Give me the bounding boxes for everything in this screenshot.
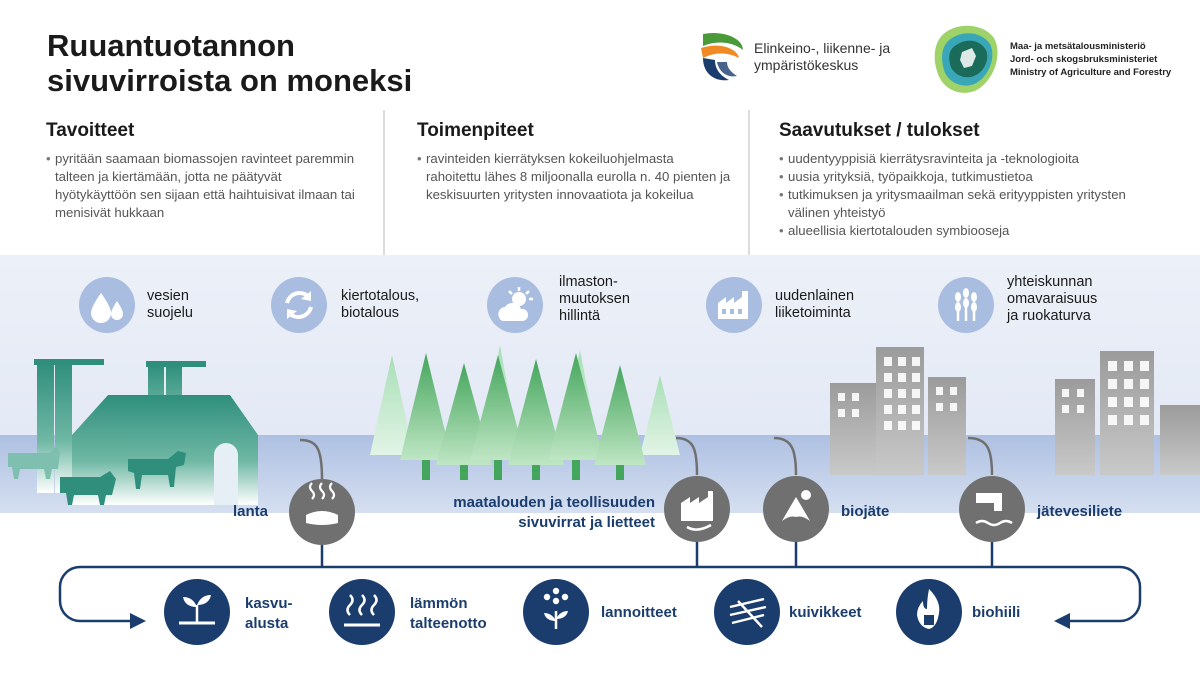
title-line-1: Ruuantuotannon bbox=[47, 28, 295, 63]
column-tavoitteet bbox=[46, 120, 356, 222]
factory-icon bbox=[706, 277, 762, 333]
fertilizer-icon bbox=[523, 579, 589, 645]
mmm-emblem-icon bbox=[932, 22, 1002, 98]
list-item: • uusia yrityksiä, työpaikkoja, tutkimustietoa bbox=[779, 168, 1159, 186]
bedding-straw-icon bbox=[714, 579, 780, 645]
column-divider bbox=[383, 110, 385, 255]
benefit-label: uudenlainen liiketoiminta bbox=[775, 288, 855, 321]
biochar-fire-icon bbox=[896, 579, 962, 645]
source-label-lanta: lanta bbox=[233, 503, 269, 520]
list-item: • ravinteiden kierrätyksen kokeiluohjelmasta rahoitettu lähes 8 miljoonalla eurolla n. 40 pienten ja keskisuurten yritysten innovaatiota ja kokeilua bbox=[417, 150, 732, 204]
benefit-label: vesien suojelu bbox=[147, 288, 193, 321]
ely-logo bbox=[693, 28, 908, 88]
benefit-label: ilmaston- muutoksen hillintä bbox=[559, 274, 630, 324]
column-heading: Tavoitteet bbox=[46, 120, 135, 141]
source-label-biojate: biojäte bbox=[841, 503, 890, 520]
column-saavutukset bbox=[779, 120, 1159, 240]
output-label-lannoitteet: lannoitteet bbox=[601, 604, 677, 621]
output-label-lammon-talteenotto: lämmön talteenotto bbox=[410, 595, 487, 632]
factory-waste-icon bbox=[664, 476, 730, 542]
ely-emblem-icon bbox=[693, 28, 749, 84]
source-label-jatevesiliete: jätevesiliete bbox=[1037, 503, 1123, 520]
column-list bbox=[46, 150, 356, 222]
column-heading: Toimenpiteet bbox=[417, 120, 534, 141]
recycle-icon bbox=[271, 277, 327, 333]
output-label-kasvualusta: kasvu- alusta bbox=[245, 595, 293, 632]
column-list bbox=[779, 150, 1159, 240]
page-title bbox=[47, 28, 412, 98]
output-label-biohiili: biohiili bbox=[972, 604, 1021, 621]
manure-icon bbox=[289, 479, 355, 545]
column-toimenpiteet bbox=[417, 120, 732, 204]
column-list bbox=[417, 150, 732, 204]
source-label-sivuvirrat: maatalouden ja teollisuuden sivuvirrat ja lietteet bbox=[453, 494, 655, 531]
wastewater-pipe-icon bbox=[959, 476, 1025, 542]
benefit-label: yhteiskunnan omavaraisuus ja ruokaturva bbox=[1007, 274, 1098, 324]
benefit-label: kiertotalous, biotalous bbox=[341, 288, 420, 321]
output-label-kuivikkeet: kuivikkeet bbox=[789, 604, 862, 621]
ely-logo-text: Elinkeino-, liikenne- ja ympäristökeskus bbox=[754, 40, 891, 73]
mmm-logo-text: Maa- ja metsätalousministeriö Jord- och skogsbruksministeriet Ministry of Agriculture and Forestry bbox=[1010, 41, 1172, 78]
list-item: • uudentyyppisiä kierrätysravinteita ja -teknologioita bbox=[779, 150, 1159, 168]
water-drops-icon bbox=[79, 277, 135, 333]
list-item: • alueellisia kiertotalouden symbiooseja bbox=[779, 222, 1159, 240]
list-item: • pyritään saamaan biomassojen ravinteet paremmin talteen ja kiertämään, jotta ne päätyvät hyötykäyttöön sen sijaan että haihtuisivat ilmaan tai menisivät hukkaan bbox=[46, 150, 356, 222]
column-divider bbox=[748, 110, 750, 255]
list-item: • tutkimuksen ja yritysmaailman sekä erityyppisten yritysten välinen yhteistyö bbox=[779, 186, 1159, 222]
column-heading: Saavutukset / tulokset bbox=[779, 120, 980, 141]
sprout-icon bbox=[164, 579, 230, 645]
sun-cloud-icon bbox=[487, 277, 543, 333]
mmm-logo bbox=[932, 22, 1194, 102]
heat-icon bbox=[329, 579, 395, 645]
title-line-2: sivuvirroista on moneksi bbox=[47, 63, 413, 98]
banana-peel-icon bbox=[763, 476, 829, 542]
grain-icon bbox=[938, 277, 994, 333]
